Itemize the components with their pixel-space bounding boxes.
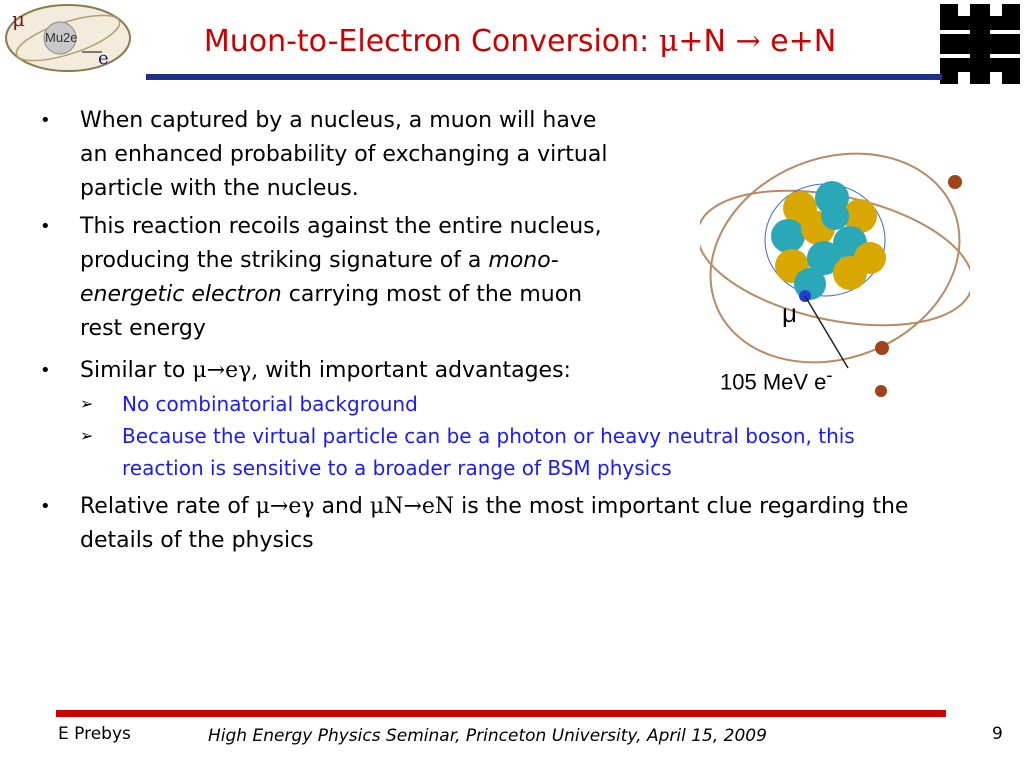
bullet-dot: • bbox=[40, 110, 51, 131]
arrow-bullet-icon: ➢ bbox=[80, 394, 94, 413]
svg-text:e: e bbox=[98, 48, 109, 69]
electron-charge-sup: - bbox=[826, 364, 833, 385]
electron-orbit-2 bbox=[875, 341, 889, 355]
bullet-recoil-emphasis: mono-energetic electron bbox=[80, 248, 559, 307]
emitted-electron bbox=[875, 385, 887, 397]
svg-text:μ: μ bbox=[12, 7, 25, 31]
sub-bullet-background-text: No combinatorial background bbox=[122, 392, 418, 416]
bullet-rate-text: Relative rate of bbox=[80, 494, 256, 519]
electron-orbit-1 bbox=[948, 175, 962, 189]
bullet-rate-reaction-1: μ→eγ bbox=[255, 494, 315, 519]
bullet-dot: • bbox=[40, 216, 51, 237]
bullet-capture bbox=[40, 104, 625, 206]
title-underline bbox=[146, 74, 942, 80]
atom-diagram bbox=[700, 108, 970, 398]
title-text: Muon-to-Electron Conversion: bbox=[203, 24, 659, 59]
page-number: 9 bbox=[992, 724, 1003, 744]
bullet-recoil-text: This reaction recoils against the entire nucleus, producing the striking signature of a bbox=[80, 214, 602, 273]
muon-label: μ bbox=[782, 298, 797, 328]
title-e-plus-n: e+N bbox=[760, 24, 837, 59]
arrow-bullet-icon: ➢ bbox=[80, 426, 94, 445]
bullet-rate-text-end: is the most important clue regarding the details of the physics bbox=[80, 494, 909, 553]
footer-event: High Energy Physics Seminar, Princeton University, April 15, 2009 bbox=[208, 726, 767, 746]
footer-author: E Prebys bbox=[58, 724, 131, 744]
bullet-dot: • bbox=[40, 360, 51, 381]
mu2e-logo bbox=[2, 2, 134, 74]
fermilab-logo bbox=[938, 2, 1022, 86]
title-plus-n: +N bbox=[678, 24, 736, 59]
bullet-recoil-text-end: carrying most of the muon rest energy bbox=[80, 282, 583, 341]
bullet-similar-reaction: μ→eγ, bbox=[192, 358, 259, 383]
title-mu: μ bbox=[658, 24, 679, 59]
sub-bullet-bsm bbox=[80, 420, 940, 484]
title-arrow: → bbox=[735, 24, 761, 59]
bullet-rate-reaction-2: μN→eN bbox=[369, 494, 455, 519]
bullet-recoil bbox=[40, 210, 625, 346]
bullet-dot: • bbox=[40, 496, 51, 517]
bullet-rate-text-mid: and bbox=[314, 494, 370, 519]
mu2e-logo-text: Mu2e bbox=[45, 30, 78, 45]
slide-title bbox=[140, 24, 900, 59]
sub-bullet-bsm-text: Because the virtual particle can be a photon or heavy neutral boson, this reaction is sensitive to a broader range of BSM physics bbox=[122, 424, 855, 480]
footer-rule bbox=[56, 710, 946, 717]
nucleus bbox=[771, 181, 886, 300]
electron-track bbox=[805, 296, 848, 368]
bullet-similar-text-end: with important advantages: bbox=[258, 358, 571, 383]
bullet-relative-rate bbox=[40, 490, 940, 558]
electron-energy-label bbox=[720, 364, 833, 395]
bullet-capture-text: When captured by a nucleus, a muon will have an enhanced probability of exchanging a virtual particle with the nucleus. bbox=[80, 108, 608, 201]
bullet-similar-text: Similar to bbox=[80, 358, 193, 383]
electron-energy-text: 105 MeV e bbox=[720, 369, 827, 395]
